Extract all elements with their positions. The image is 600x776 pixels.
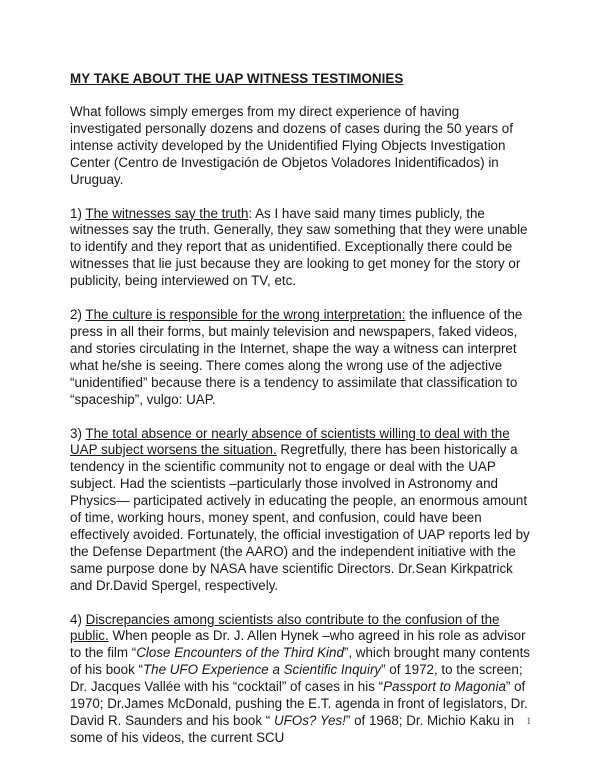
document-title: MY TAKE ABOUT THE UAP WITNESS TESTIMONIES xyxy=(70,71,404,86)
book-title-ufos-yes: UFOs? Yes! xyxy=(273,713,346,728)
section-3-text: Regretfully, there has been historically a tendency in the scientific community not to engage or deal with the UAP subject. Had the scientists –particularly those involved in Astronomy and Physics— participated actively in educating the people, an enormous amount of time, working hours, money spent, and confusion, could have been effectively avoided. Fortunately, the official investigation of UAP reports led by the Defense Department (the AARO) and the independent initiative with the same purpose done by NASA have scientific Directors. Dr.Sean Kirkpatrick and Dr.David Spergel, respectively. xyxy=(70,442,530,593)
intro-paragraph: What follows simply emerges from my direct experience of having investigated personally dozens and dozens of cases during the 50 years of intense activity developed by the Unidentified Flying Objects Investigation Center (Centro de Investigación de Objetos Voladores Inidentificados) in Uruguay. xyxy=(70,104,513,187)
section-2-number: 2) xyxy=(70,307,82,323)
page-number: 1 xyxy=(526,716,531,726)
section-3 xyxy=(70,426,530,595)
document-body xyxy=(70,70,530,764)
book-title-passport-to-magonia: Passport to Magonia xyxy=(383,679,506,695)
section-4-heading: Discrepancies among scientists also contribute to the confusion of the public. xyxy=(70,611,500,644)
section-2-heading: The culture is responsible for the wrong interpretation: xyxy=(85,307,406,323)
section-4-text-1: When people as Dr. J. Allen Hynek –who agreed in his role as advisor to the film “ xyxy=(70,628,526,661)
section-2-text: the influence of the press in all their forms, but mainly television and newspapers, faked videos, and stories circulating in the Internet, shape the way a witness can interpret what he/she is seeing. There comes along the wrong use of the adjective “unidentified” because there is a tendency to assimilate that classification to “spaceship”, vulgo: UAP. xyxy=(70,307,523,407)
section-2 xyxy=(70,307,530,408)
section-4-text-5: ” of 1968; Dr. Michio Kaku in some of his videos, the current SCU xyxy=(70,713,515,745)
section-1 xyxy=(70,206,530,291)
section-4-text-4: ” of 1970; Dr.James McDonald, pushing the E.T. agenda in front of legislators, Dr. David R. Saunders and his book “ xyxy=(70,679,528,728)
section-4-number: 4) xyxy=(70,611,82,627)
section-4-text-3: ” of 1972, to the screen; Dr. Jacques Vallée with his “cocktail” of cases in his “ xyxy=(70,662,523,695)
film-title-close-encounters: Close Encounters of the Third Kind xyxy=(136,645,344,661)
section-4 xyxy=(70,612,530,747)
section-1-number: 1) xyxy=(70,205,82,221)
section-3-number: 3) xyxy=(70,425,82,441)
section-1-heading: The witnesses say the truth xyxy=(85,205,249,221)
section-3-heading: The total absence or nearly absence of scientists willing to deal with the UAP subject worsens the situation. xyxy=(70,425,510,458)
section-4-text-2: ”, which brought many contents of his book “ xyxy=(70,645,530,678)
book-title-ufo-experience: The UFO Experience a Scientific Inquiry xyxy=(142,662,382,678)
section-1-text: : As I have said many times publicly, the witnesses say the truth. Generally, they saw something that they were unable to identify and they report that as unidentified. Exceptionally there could be witnesses that lie just because they are looking to get money for the story or publicity, being interviewed on TV, etc. xyxy=(70,205,528,289)
